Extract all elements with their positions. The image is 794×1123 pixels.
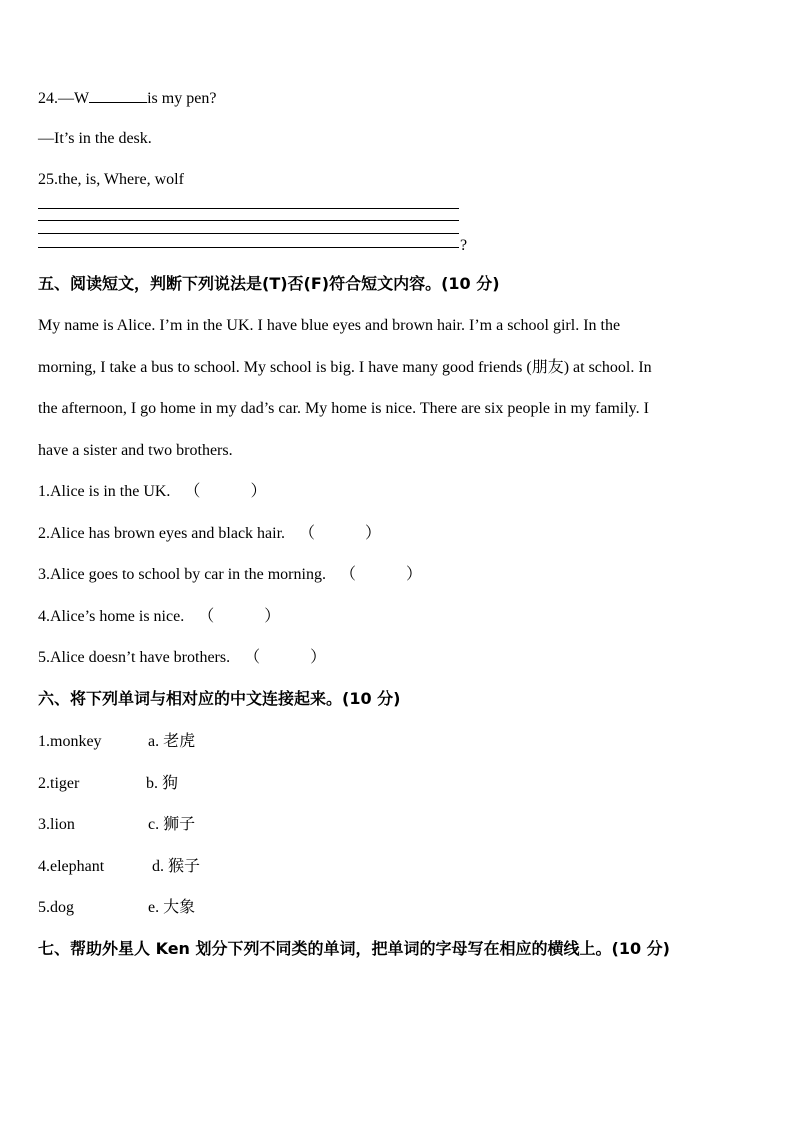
q25-question-mark: ? [460,237,468,254]
q25-answer-line-2[interactable] [38,220,459,221]
match-chinese-d[interactable]: d. 猴子 [152,858,201,875]
paren-close: ） [310,649,327,666]
paren-open: （ [339,566,356,583]
item-text: 4.Alice’s home is nice. [38,608,185,625]
q24-prefix: 24.—W [38,90,90,107]
paren-open: （ [198,608,215,625]
section6-heading: 六、将下列单词与相对应的中文连接起来。(10 分) [38,689,401,708]
paren-close: ） [250,483,267,500]
match-english-5[interactable]: 5.dog [38,899,74,916]
q25-answer-line-1[interactable] [38,208,459,209]
match-english-3[interactable]: 3.lion [38,816,75,833]
q25-words: 25.the, is, Where, wolf [38,171,184,188]
match-chinese-b[interactable]: b. 狗 [146,775,179,792]
section7-heading: 七、帮助外星人 Ken 划分下列不同类的单词，把单词的字母写在相应的横线上。(10 分) [38,939,670,958]
match-english-1[interactable]: 1.monkey [38,733,102,750]
paren-close: ） [405,566,422,583]
q25-answer-line-4[interactable] [38,247,459,248]
item-text: 2.Alice has brown eyes and black hair. [38,525,286,542]
match-chinese-e[interactable]: e. 大象 [148,899,196,916]
paren-close: ） [365,525,382,542]
q25-answer-line-3[interactable] [38,233,459,234]
section5-heading: 五、阅读短文，判断下列说法是(T)否(F)符合短文内容。(10 分) [38,274,500,293]
paren-close: ） [264,608,281,625]
section5-item-4 [38,607,280,627]
q24-blank[interactable] [89,88,147,103]
match-english-2[interactable]: 2.tiger [38,775,80,792]
section5-item-2 [38,524,381,544]
section5-item-1 [38,482,266,502]
paren-open: （ [244,649,261,666]
match-chinese-c[interactable]: c. 狮子 [148,816,196,833]
section5-item-3 [38,565,422,585]
section5-item-5 [38,648,326,668]
item-text: 5.Alice doesn’t have brothers. [38,649,231,666]
paren-open: （ [184,483,201,500]
q24-suffix: is my pen? [147,90,217,107]
section5-passage-line-4: have a sister and two brothers. [38,442,233,459]
item-text: 3.Alice goes to school by car in the morning. [38,566,326,583]
q24-answer: —It’s in the desk. [38,130,152,147]
section5-passage-line-3: the afternoon, I go home in my dad’s car. My home is nice. There are six people in my family. I [38,400,649,417]
item-text: 1.Alice is in the UK. [38,483,171,500]
paren-open: （ [299,525,316,542]
match-chinese-a[interactable]: a. 老虎 [148,733,196,750]
section5-passage-line-2: morning, I take a bus to school. My school is big. I have many good friends (朋友) at school. In [38,359,652,376]
q24-question [38,88,216,109]
match-english-4[interactable]: 4.elephant [38,858,105,875]
section5-passage-line-1: My name is Alice. I’m in the UK. I have blue eyes and brown hair. I’m a school girl. In the [38,317,621,334]
